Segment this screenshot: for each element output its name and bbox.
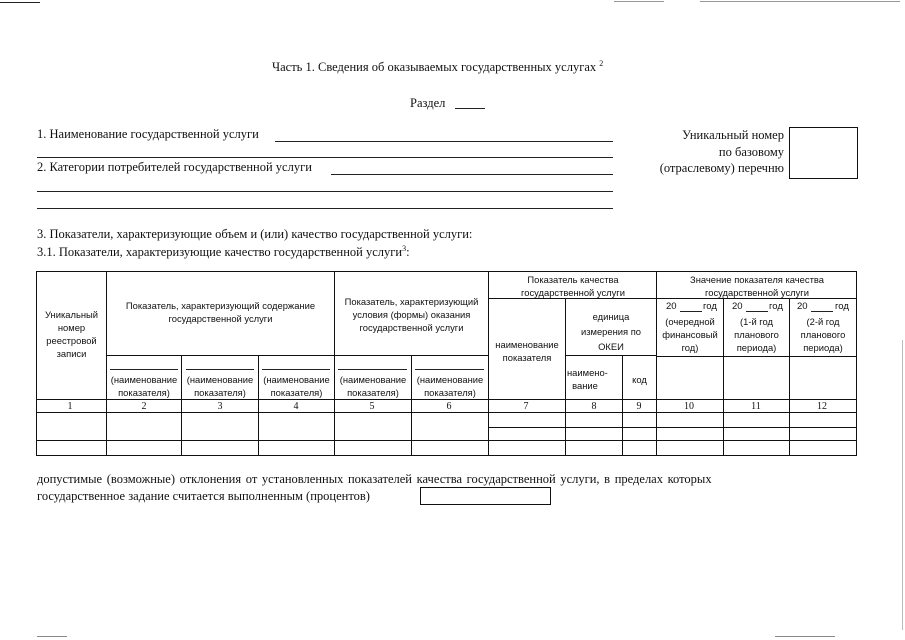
header-indicator-name: наименование показателя	[495, 339, 559, 363]
table-line	[258, 355, 259, 456]
table-border	[36, 455, 857, 456]
page-edge-line	[902, 340, 903, 630]
table-line	[565, 355, 656, 356]
page-edge-line	[614, 1, 664, 2]
column-number: 8	[591, 401, 597, 412]
column-number: 11	[751, 401, 761, 412]
unique-number-label-line1: Уникальный номер	[682, 128, 784, 142]
table-line	[36, 399, 857, 400]
table-border	[36, 271, 857, 272]
column-number: 10	[684, 401, 694, 412]
table-line	[36, 412, 857, 413]
table-line	[656, 271, 657, 456]
column-number: 1	[67, 401, 73, 412]
page-edge-line	[775, 636, 835, 637]
table-line	[181, 355, 182, 456]
table-line	[106, 355, 488, 356]
column-number: 4	[293, 401, 299, 412]
table-line	[622, 355, 623, 456]
sub-field-line[interactable]	[338, 369, 407, 370]
table-line	[334, 271, 335, 456]
sub-indicator-name-4: (наименование показателя)	[263, 374, 330, 398]
header-quality-indicator: Показатель качества государственной услуги	[521, 274, 625, 298]
table-line	[36, 440, 857, 441]
header-registry-number: Уникальный номер реестровой записи	[45, 309, 98, 359]
year3-desc: (2-й год планового периода)	[800, 316, 846, 353]
page-title-text: Часть 1. Сведения об оказываемых государственных услугах	[272, 60, 597, 74]
sub-indicator-name-6: (наименование показателя)	[416, 374, 484, 398]
sub-indicator-name-2: (наименование показателя)	[110, 374, 178, 398]
year2-field[interactable]	[746, 311, 768, 312]
deviation-text-line2: государственное задание считается выполненным (процентов)	[37, 489, 370, 503]
page-title	[272, 60, 603, 75]
table-line	[106, 271, 107, 456]
header-unit-code: код	[632, 374, 647, 385]
header-quality-value: Значение показателя качества государственной услуги	[690, 274, 824, 298]
header-unit-name: наимено-вание	[567, 367, 608, 391]
section3-heading: 3. Показатели, характеризующие объем и (или) качество государственной услуги:	[37, 227, 473, 241]
sub-indicator-name-3: (наименование показателя)	[186, 374, 254, 398]
service-name-label: 1. Наименование государственной услуги	[37, 127, 259, 141]
column-number: 3	[217, 401, 223, 412]
footnote-mark: 3	[402, 243, 407, 253]
column-number: 7	[523, 401, 529, 412]
table-line	[411, 355, 412, 456]
service-name-field-line2[interactable]	[37, 157, 613, 158]
sub-field-line[interactable]	[262, 369, 330, 370]
sub-field-line[interactable]	[415, 369, 484, 370]
table-line	[488, 427, 857, 428]
unique-number-label-line3: (отраслевому) перечню	[659, 161, 784, 175]
year1-field[interactable]	[680, 311, 702, 312]
column-number: 12	[817, 401, 827, 412]
table-line	[565, 298, 566, 456]
year1-prefix: 20	[666, 301, 677, 312]
year2-prefix: 20	[732, 301, 743, 312]
column-number: 6	[446, 401, 452, 412]
section31-heading	[37, 245, 410, 260]
consumer-categories-field[interactable]	[331, 174, 613, 175]
page-edge-line	[37, 636, 67, 637]
section31-colon: :	[406, 245, 410, 259]
table-border	[36, 271, 37, 456]
table-line	[656, 356, 857, 357]
page-edge-line	[700, 1, 900, 2]
year1-desc: (очередной финансовый год)	[662, 316, 718, 353]
unique-number-label-line2: по базовому	[718, 144, 784, 159]
year3-prefix: 20	[797, 301, 808, 312]
sub-indicator-name-5: (наименование показателя)	[339, 374, 407, 398]
consumer-categories-label: 2. Категории потребителей государственной услуги	[37, 160, 312, 174]
year1-suffix: год	[703, 301, 717, 312]
consumer-categories-field-line2[interactable]	[37, 191, 613, 192]
deviation-percent-box[interactable]	[420, 487, 551, 505]
sub-field-line[interactable]	[110, 369, 178, 370]
header-content-indicator: Показатель, характеризующий содержание государственной услуги	[125, 300, 316, 324]
sub-field-line[interactable]	[186, 369, 254, 370]
year2-desc: (1-й год планового периода)	[734, 316, 779, 353]
service-name-field[interactable]	[275, 141, 613, 142]
deviation-text-line1: допустимые (возможные) отклонения от установленных показателей качества государственной услуги, в пределах которых	[37, 472, 712, 486]
section31-text: 3.1. Показатели, характеризующие качество государственной услуги	[37, 245, 403, 259]
year3-field[interactable]	[811, 311, 833, 312]
consumer-categories-field-line3[interactable]	[37, 208, 613, 209]
unique-number-box[interactable]	[789, 127, 858, 179]
column-number: 9	[636, 401, 642, 412]
header-unit-okei: единица измерения по ОКЕИ	[580, 311, 641, 352]
unique-number-label	[630, 127, 784, 177]
header-conditions-indicator: Показатель, характеризующий условия (формы) оказания государственной услуги	[344, 296, 479, 333]
table-border	[856, 271, 857, 456]
year2-suffix: год	[769, 301, 783, 312]
column-number: 5	[369, 401, 375, 412]
year3-suffix: год	[835, 301, 849, 312]
page-edge-line	[0, 2, 40, 3]
section-label: Раздел	[410, 96, 446, 110]
section-number-field[interactable]	[455, 108, 485, 109]
column-number: 2	[141, 401, 147, 412]
footnote-mark: 2	[599, 58, 604, 68]
